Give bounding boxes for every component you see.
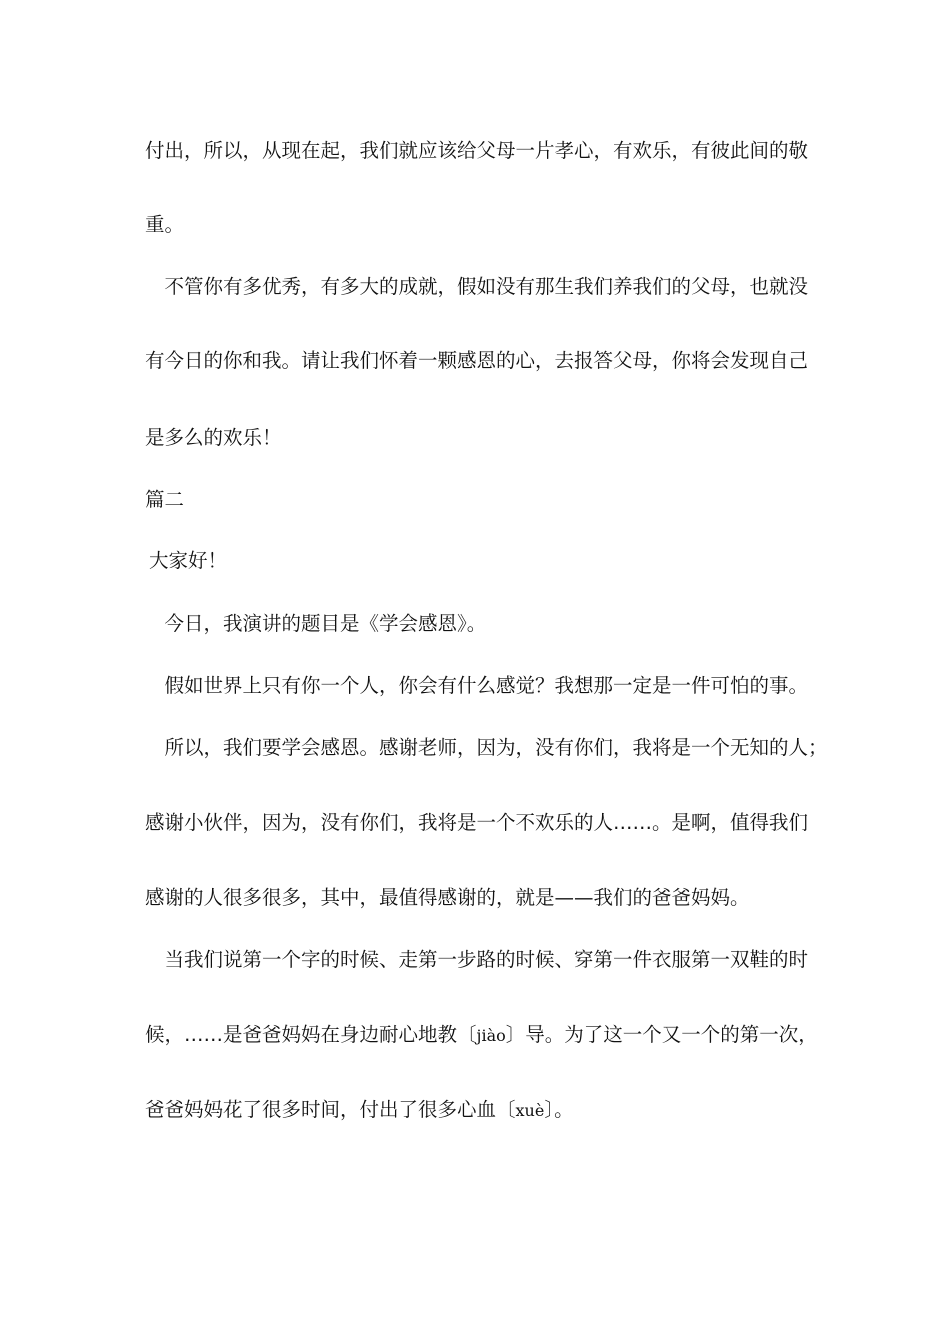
paragraph-line: 所以，我们要学会感恩。感谢老师，因为，没有你们，我将是一个无知的人； (145, 736, 828, 759)
paragraph-line (145, 1097, 825, 1124)
paragraph-line: 付出，所以，从现在起，我们就应该给父母一片孝心，有欢乐，有彼此间的敬 (145, 139, 809, 162)
text-run: 候，……是爸爸妈妈在身边耐心地教〔 (145, 1023, 477, 1046)
section-heading: 篇二 (145, 488, 185, 511)
text-run: 爸爸妈妈花了很多时间，付出了很多心血〔 (145, 1098, 516, 1121)
paragraph-line: 有今日的你和我。请让我们怀着一颗感恩的心，去报答父母，你将会发现自己 (145, 349, 809, 372)
paragraph-line (145, 1022, 825, 1049)
paragraph-line: 感谢小伙伴，因为，没有你们，我将是一个不欢乐的人……。是啊，值得我们 (145, 811, 809, 834)
text-run: 〕。 (544, 1098, 574, 1121)
pinyin-annotation: jiào (476, 1026, 506, 1045)
paragraph-line: 是多么的欢乐！ (145, 426, 282, 449)
paragraph-line: 感谢的人很多很多，其中，最值得感谢的，就是——我们的爸爸妈妈。 (145, 886, 750, 909)
paragraph-line: 假如世界上只有你一个人，你会有什么感觉？我想那一定是一件可怕的事。 (145, 674, 809, 697)
text-run: 〕导。为了这一个又一个的第一次， (505, 1023, 818, 1046)
paragraph-line: 今日，我演讲的题目是《学会感恩》。 (145, 612, 487, 635)
pinyin-annotation: xuè (515, 1101, 545, 1120)
paragraph-line: 重。 (145, 213, 185, 236)
paragraph-line: 不管你有多优秀，有多大的成就，假如没有那生我们养我们的父母，也就没 (145, 275, 809, 298)
greeting-line: 大家好！ (149, 549, 228, 572)
paragraph-line: 当我们说第一个字的时候、走第一步路的时候、穿第一件衣服第一双鞋的时 (145, 948, 809, 971)
